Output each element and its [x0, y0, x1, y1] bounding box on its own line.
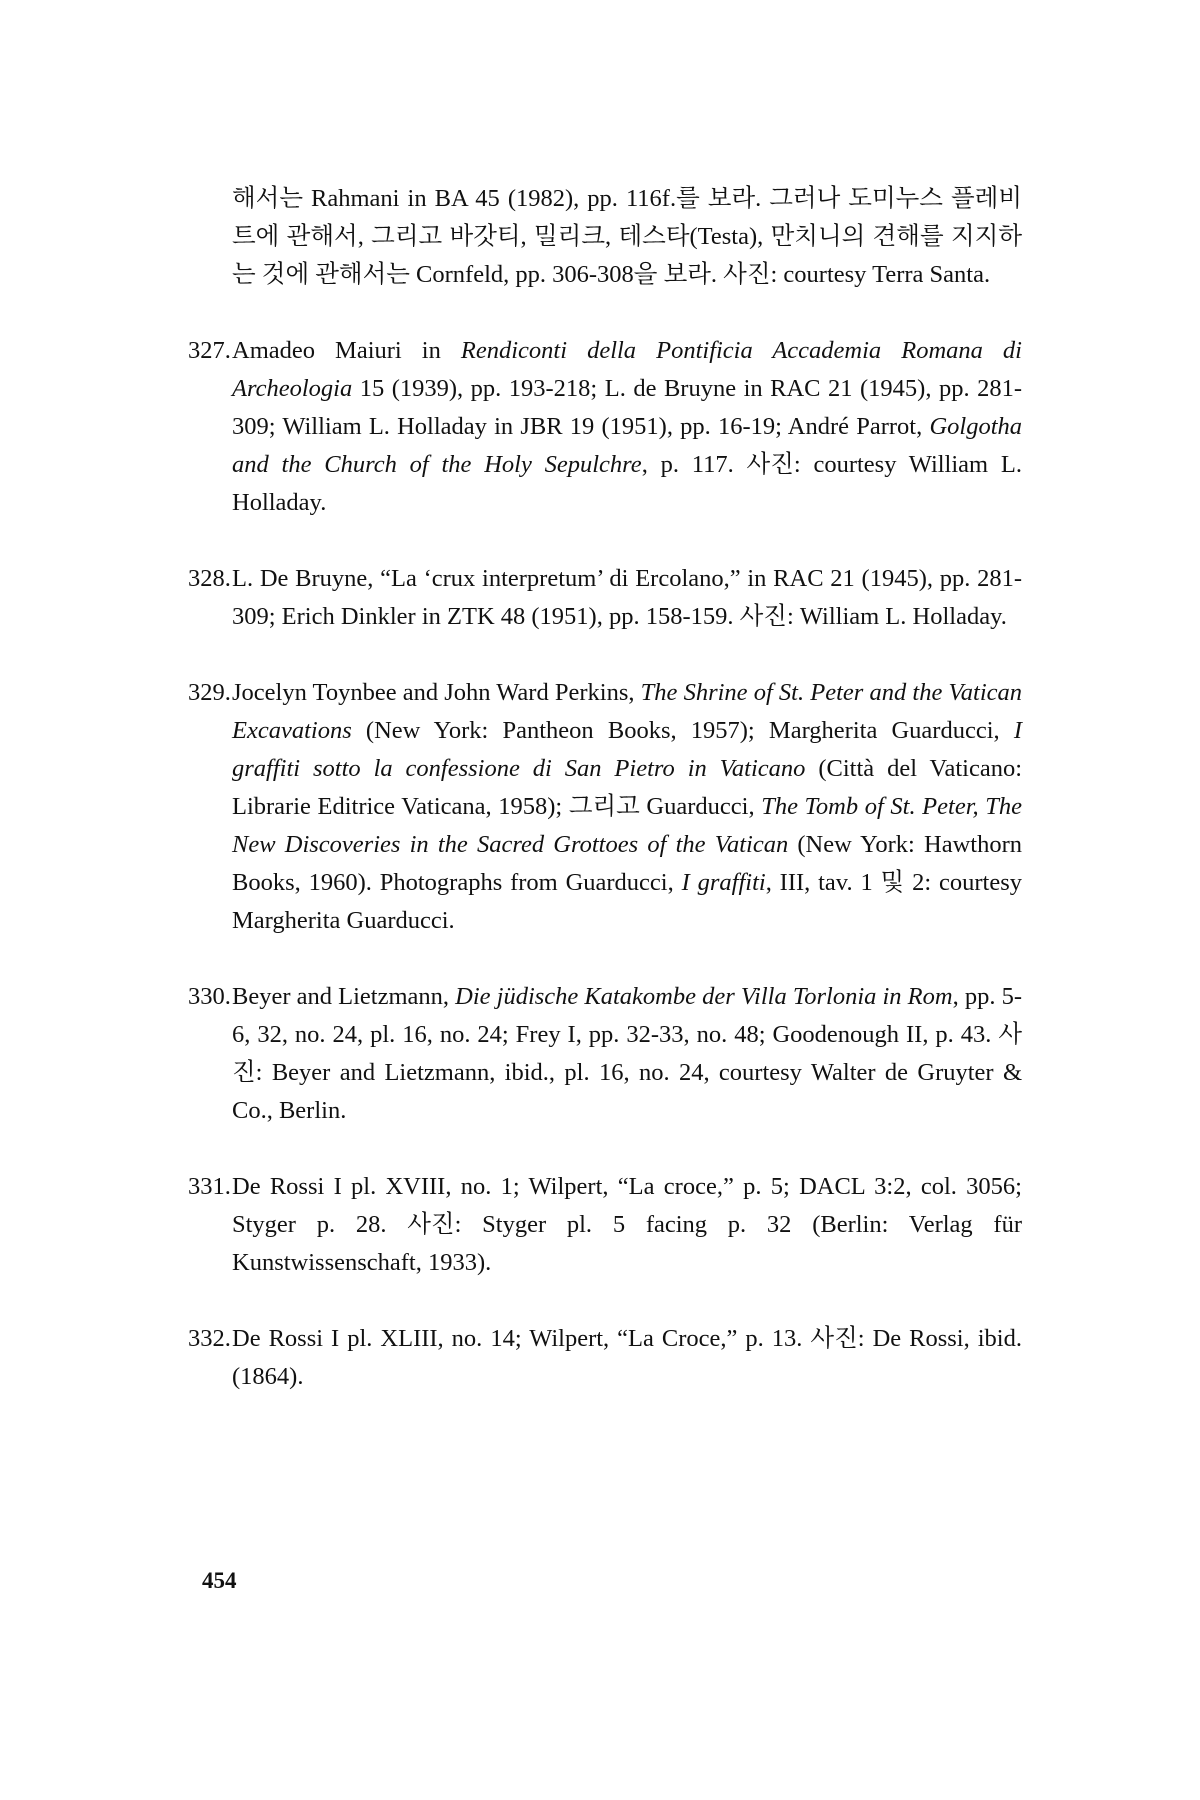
text-segment: , III, tav. 1 및 2: courtesy Margherita Guarducci.	[232, 869, 1022, 934]
italic-title: I graffiti	[681, 869, 766, 896]
footnote-text	[232, 1320, 1022, 1396]
text-segment: (New York: Pantheon Books, 1957); Margherita Guarducci,	[351, 717, 1014, 744]
text-segment: Jocelyn Toynbee and John Ward Perkins,	[232, 679, 641, 706]
text-segment: De Rossi I pl. XLIII, no. 14; Wilpert, “La Croce,” p. 13. 사진: De Rossi, ibid. (1864).	[232, 1325, 1022, 1390]
footnote-number: 330.	[188, 983, 231, 1010]
footnote-entry-327	[188, 332, 1022, 522]
text-segment: 15 (1939), pp. 193-218; L. de Bruyne in RAC 21 (1945), pp. 281-309; William L. Holladay in JBR 19 (1951), pp. 16-19; André Parrot,	[232, 375, 1022, 440]
italic-title: Golgotha and the Church of the Holy Sepulchre	[232, 413, 1022, 478]
footnote-text	[232, 674, 1022, 940]
footnote-text	[232, 1168, 1022, 1282]
italic-title: I graffiti sotto la confessione di San Pietro in Vaticano	[232, 717, 1022, 782]
italic-title: Rendiconti della Pontificia Accademia Romana di Archeologia	[232, 337, 1022, 402]
text-segment: , p. 117. 사진: courtesy William L. Holladay.	[232, 451, 1022, 516]
footnote-entry-332	[188, 1320, 1022, 1396]
italic-title: The Shrine of St. Peter and the Vatican Excavations	[232, 679, 1022, 744]
text-segment: L. De Bruyne, “La ‘crux interpretum’ di Ercolano,” in RAC 21 (1945), pp. 281-309; Erich Dinkler in ZTK 48 (1951), pp. 158-159. 사진: William L. Holladay.	[232, 565, 1022, 630]
footnote-text	[232, 560, 1022, 636]
footnote-number: 327.	[188, 337, 231, 364]
footnote-number: 332.	[188, 1325, 231, 1352]
footnote-number: 328.	[188, 565, 231, 592]
footnote-list	[188, 180, 1023, 1434]
footnote-number: 331.	[188, 1173, 231, 1200]
italic-title: The Tomb of St. Peter, The New Discoveries in the Sacred Grottoes of the Vatican	[232, 793, 1022, 858]
page-number: 454	[202, 1568, 237, 1593]
footnote-entry-331	[188, 1168, 1022, 1282]
footnote-entry-continued	[232, 180, 1022, 294]
footnote-text	[232, 978, 1022, 1130]
footnote-number: 329.	[188, 679, 231, 706]
text-segment: Beyer and Lietzmann,	[232, 983, 456, 1010]
text-segment: , pp. 5-6, 32, no. 24, pl. 16, no. 24; Frey I, pp. 32-33, no. 48; Goodenough II, p. 43. 사진: Beyer and Lietzmann, ibid., pl. 16, no. 24, courtesy Walter de Gruyter & Co., Berlin.	[232, 983, 1023, 1124]
text-segment: (New York: Hawthorn Books, 1960). Photographs from Guarducci,	[232, 831, 1022, 896]
footnote-entry-328	[188, 560, 1022, 636]
footnote-entry-330	[188, 978, 1023, 1130]
footnote-text	[232, 180, 1022, 294]
footnote-text	[232, 332, 1022, 522]
italic-title: Die jüdische Katakombe der Villa Torlonia in Rom	[455, 983, 953, 1010]
text-segment: (Città del Vaticano: Librarie Editrice Vaticana, 1958); 그리고 Guarducci,	[232, 755, 1023, 820]
text-segment: De Rossi I pl. XVIII, no. 1; Wilpert, “La croce,” p. 5; DACL 3:2, col. 3056; Styger p. 28. 사진: Styger pl. 5 facing p. 32 (Berlin: Verlag für Kunstwissenschaft, 1933).	[232, 1173, 1022, 1276]
footnote-entry-329	[188, 674, 1023, 940]
text-segment: Amadeo Maiuri in	[232, 337, 461, 364]
text-segment: 해서는 Rahmani in BA 45 (1982), pp. 116f.를 보라. 그러나 도미누스 플레비트에 관해서, 그리고 바갓티, 밀리크, 테스타(Testa), 만치니의 견해를 지지하는 것에 관해서는 Cornfeld, pp. 306-308을 보라. 사진: courtesy Terra Santa.	[232, 185, 1022, 288]
